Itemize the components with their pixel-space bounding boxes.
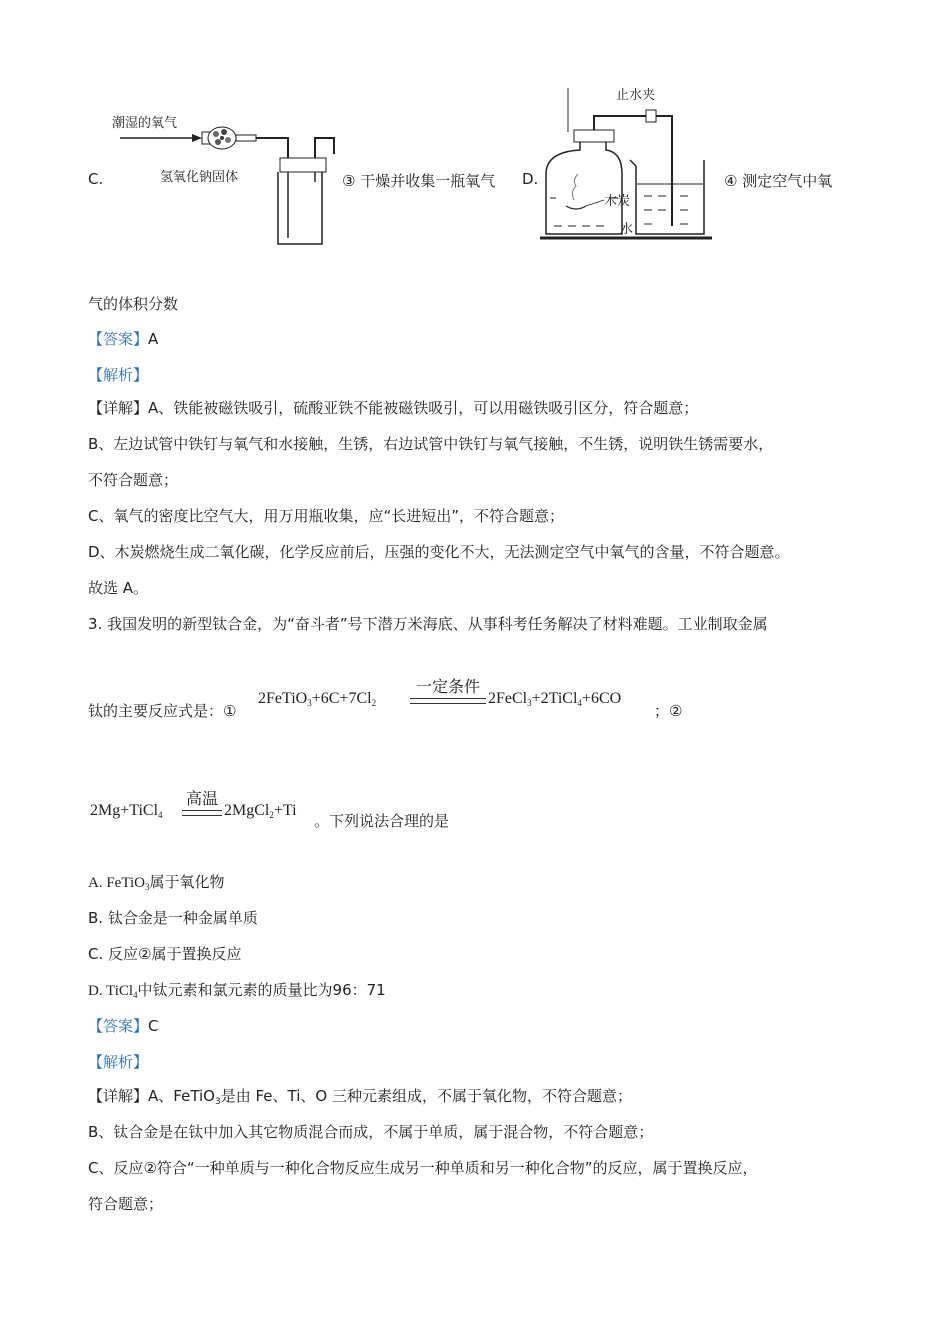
inlet-arrow-head xyxy=(192,134,202,142)
q3-stem3-suffix: 。下列说法合理的是 xyxy=(314,812,450,830)
equation-2-products: 2MgCl$_2$+Ti xyxy=(224,802,297,820)
figure-d-label-clamp: 止水夹 xyxy=(616,88,656,103)
q2-detail-a: 【详解】A、铁能被磁铁吸引，硫酸亚铁不能被磁铁吸引，可以用磁铁吸引区分，符合题意； xyxy=(88,399,699,417)
equation-1-condition: 一定条件 xyxy=(415,679,480,696)
bottle-stopper xyxy=(280,158,326,172)
answer-tag: 【答案】 xyxy=(88,330,149,348)
q3-option-b: B. 钛合金是一种金属单质 xyxy=(88,909,258,927)
figure-c-label-wet-oxygen: 潮湿的氧气 xyxy=(112,116,178,131)
answer-value: A xyxy=(148,330,159,348)
water-clamp xyxy=(646,110,656,122)
figure-d-label-water: 水 xyxy=(620,222,634,237)
q2-detail-c: C、氧气的密度比空气大，用万用瓶收集，应“长进短出”，不符合题意； xyxy=(88,507,565,525)
q2-answer-line xyxy=(88,328,158,349)
q3-detail-a: 【详解】A、FeTiO$_3$是由 Fe、Ti、O 三种元素组成，不属于氧化物，不符合题意； xyxy=(88,1087,632,1107)
q3-option-c: C. 反应②属于置换反应 xyxy=(88,945,242,963)
figure-c-caption: ③ 干燥并收集一瓶氧气 xyxy=(342,172,496,190)
figure-c-label-naoh-solid: 氢氧化钠固体 xyxy=(160,170,239,185)
q2-detail-d: D、木炭燃烧生成二氧化碳，化学反应前后，压强的变化不大，无法测定空气中氧气的含量，不符合题意。 xyxy=(88,543,790,561)
option-c-letter: C. xyxy=(88,170,104,188)
equation-1-equals-sign xyxy=(410,698,486,704)
jar-stopper xyxy=(574,130,614,142)
option-d-letter: D. xyxy=(522,170,539,188)
figure-d-caption: ④ 测定空气中氧 xyxy=(724,172,833,190)
q3-stem: 3. 我国发明的新型钛合金，为“奋斗者”号下潜万米海底、从事科考任务解决了材料难题。工业制取金属 xyxy=(88,615,768,633)
answer-value: C xyxy=(148,1017,159,1035)
equation-2-condition: 高温 xyxy=(185,791,218,808)
q3-detail-c2: 符合题意； xyxy=(88,1195,164,1213)
answer-tag: 【答案】 xyxy=(88,1017,149,1035)
caption-continuation: 气的体积分数 xyxy=(88,295,179,313)
figure-d-label-charcoal: 木炭 xyxy=(604,194,631,209)
combustion-spoon xyxy=(566,206,586,209)
figure-c-drying-apparatus xyxy=(110,120,350,250)
detail-tag: 【详解】 xyxy=(88,399,149,417)
beaker xyxy=(630,160,704,234)
q3-answer-line xyxy=(88,1015,159,1036)
equation-2-reactants: 2Mg+TiCl$_4$ xyxy=(90,802,163,820)
analysis-tag: 【解析】 xyxy=(88,366,149,384)
detail-tag: 【详解】 xyxy=(88,1087,149,1105)
q2-detail-b1: B、左边试管中铁钉与氧气和水接触，生锈，右边试管中铁钉与氧气接触，不生锈，说明铁生锈需要水， xyxy=(88,435,774,453)
q3-detail-c1: C、反应②符合“一种单质与一种化合物反应生成另一种单质和另一种化合物”的反应，属于置换反应， xyxy=(88,1159,758,1177)
q3-option-d: D. TiCl$_4$中钛元素和氯元素的质量比为96：71 xyxy=(88,981,386,1000)
gas-bottle xyxy=(278,172,322,244)
analysis-tag: 【解析】 xyxy=(88,1053,149,1071)
q3-stem2-prefix: 钛的主要反应式是：① xyxy=(88,702,237,720)
q3-option-a: A. FeTiO$_3$属于氧化物 xyxy=(88,873,225,892)
drying-tube-neck xyxy=(236,135,256,141)
connecting-tube xyxy=(594,116,646,130)
q3-stem2-suffix: ；② xyxy=(654,702,683,720)
equation-2-equals-sign xyxy=(182,810,222,816)
collecting-jar xyxy=(546,142,622,234)
q2-detail-b2: 不符合题意； xyxy=(88,471,179,489)
q3-detail-b: B、钛合金是在钛中加入其它物质混合而成，不属于单质，属于混合物，不符合题意； xyxy=(88,1123,654,1141)
equation-1-products: 2FeCl$_3$+2TiCl$_4$+6CO xyxy=(488,690,622,708)
equation-1-reactants: $2FeTiO_3+6C+7Cl_2$ xyxy=(258,690,377,708)
q2-conclusion: 故选 A。 xyxy=(88,579,149,597)
figure-d-oxygen-measurement-apparatus xyxy=(540,88,720,244)
flame xyxy=(572,174,578,200)
